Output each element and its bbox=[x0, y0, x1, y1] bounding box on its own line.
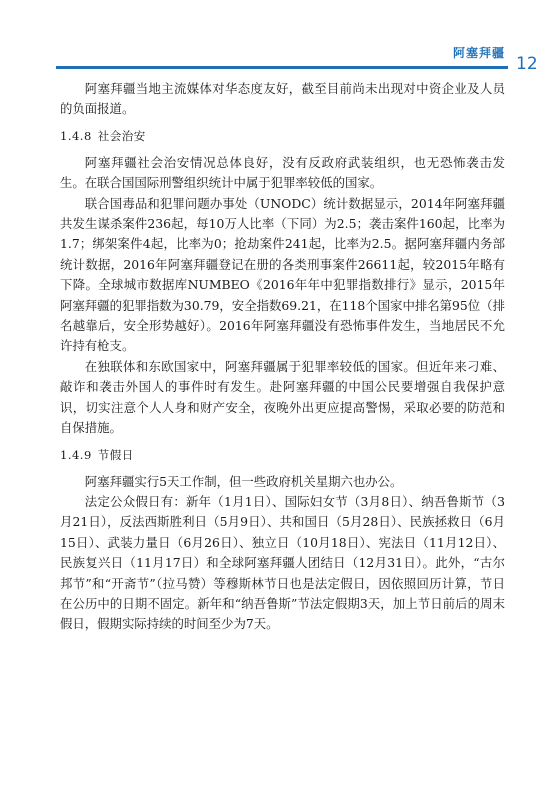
page-number: 12 bbox=[516, 54, 538, 74]
paragraph: 阿塞拜疆当地主流媒体对华态度友好，截至目前尚未出现对中资企业及人员的负面报道。 bbox=[60, 81, 505, 117]
paragraph: 阿塞拜疆社会治安情况总体良好，没有反政府武装组织，也无恐怖袭击发生。在联合国国际刑警组织统计中属于犯罪率较低的国家。 bbox=[60, 154, 505, 191]
page-body bbox=[60, 79, 505, 635]
section-heading-1-4-8 bbox=[60, 127, 505, 145]
section-heading-1-4-9 bbox=[60, 446, 505, 464]
paragraph: 在独联体和东欧国家中，阿塞拜疆属于犯罪率较低的国家。但近年来刁难、敲诈和袭击外国人的事件时有发生。赴阿塞拜疆的中国公民要增强自我保护意识，切实注意个人人身和财产安全，夜晚外出更应提高警惕，采取必要的防范和自保措施。 bbox=[60, 358, 505, 436]
paragraph: 阿塞拜疆实行5天工作制，但一些政府机关星期六也办公。 bbox=[84, 473, 403, 489]
header-rule bbox=[56, 66, 508, 69]
section-number: 1.4.9 bbox=[60, 447, 92, 462]
section-title: 社会治安 bbox=[97, 128, 146, 143]
paragraph: 联合国毒品和犯罪问题办事处（UNODC）统计数据显示，2014年阿塞拜疆共发生谋杀案件236起，每10万人比率（下同）为2.5；袭击案件160起，比率为1.7；绑架案件4起，比率为0；抢劫案件241起，比率为2.5。据阿塞拜疆内务部统计数据，2016年阿塞拜疆登记在册的各类刑事案件26611起，较2015年略有下降。全球城市数据库NUMBEO《2016年年中犯罪指数排行》显示，2015年阿塞拜疆的犯罪指数为30.79，安全指数69.21，在118个国家中排名第95位（排名越靠后，安全形势越好）。2016年阿塞拜疆没有恐怖事件发生，当地居民不允许持有枪支。 bbox=[60, 195, 505, 354]
paragraph: 法定公众假日有：新年（1月1日）、国际妇女节（3月8日）、纳吾鲁斯节（3月21日），反法西斯胜利日（5月9日）、共和国日（5月28日）、民族拯救日（6月15日）、武装力量日（6月26日）、独立日（10月18日）、宪法日（11月12日）、民族复兴日（11月17日）和全球阿塞拜疆人团结日（12月31日）。此外，“古尔邦节”和“开斋节”（拉马赞）等穆斯林节日也是法定假日，因依照回历计算，节日在公历中的日期不固定。新年和“纳吾鲁斯”节法定假期3天，加上节日前后的周末假日，假期实际持续的时间至少为7天。 bbox=[60, 493, 505, 632]
section-title: 节假日 bbox=[97, 447, 134, 462]
section-number: 1.4.8 bbox=[60, 128, 92, 143]
running-header-title: 阿塞拜疆 bbox=[452, 46, 505, 60]
